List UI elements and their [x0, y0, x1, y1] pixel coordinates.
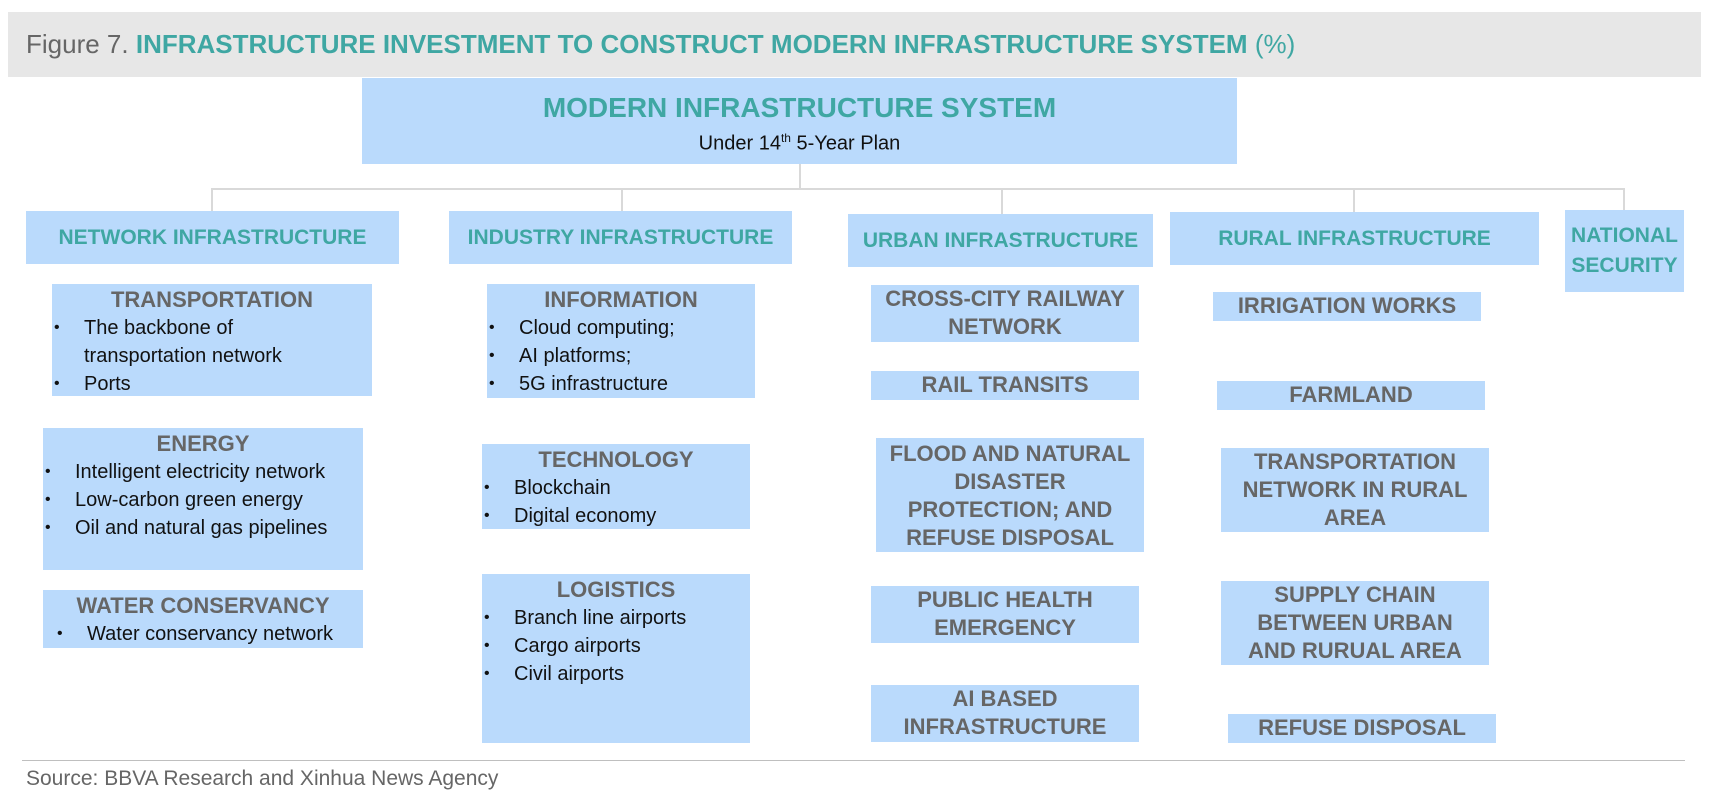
network-transportation-box — [52, 284, 372, 396]
root-subtitle-prefix: Under 14 — [698, 132, 781, 155]
energy-bullets — [43, 458, 363, 542]
figure-title — [26, 27, 1295, 61]
figure-label: Figure 7. — [26, 29, 129, 59]
rural-farmland: FARMLAND — [1217, 381, 1485, 410]
category-industry: INDUSTRY INFRASTRUCTURE — [449, 211, 792, 264]
root-subtitle-suffix: 5-Year Plan — [790, 132, 901, 155]
root-node — [362, 78, 1237, 164]
industry-logistics-box — [482, 574, 750, 743]
rural-supply-chain: SUPPLY CHAIN BETWEEN URBAN AND RURUAL AREA — [1221, 581, 1489, 665]
urban-public-health: PUBLIC HEALTH EMERGENCY — [871, 586, 1139, 643]
bullet-item: • Water conservancy network — [43, 620, 363, 648]
industry-technology-box — [482, 444, 750, 529]
network-water-box — [43, 590, 363, 648]
urban-ai-infrastructure: AI BASED INFRASTRUCTURE — [871, 685, 1139, 742]
figure-unit: (%) — [1254, 29, 1296, 59]
bullet-item: • Cargo airports — [482, 632, 750, 660]
root-subtitle — [362, 126, 1237, 156]
bullet-item: • Intelligent electricity network — [43, 458, 363, 486]
rural-irrigation-works: IRRIGATION WORKS — [1213, 292, 1481, 321]
bullet-item: • Blockchain — [482, 474, 750, 502]
industry-information-box — [487, 284, 755, 398]
bullet-item: • Oil and natural gas pipelines — [43, 514, 363, 542]
transportation-title: TRANSPORTATION — [110, 287, 314, 312]
information-bullets — [487, 314, 755, 398]
category-rural: RURAL INFRASTRUCTURE — [1170, 212, 1539, 265]
bullet-item: • Low-carbon green energy — [43, 486, 363, 514]
bullet-item: • The backbone of transportation network — [52, 314, 334, 370]
energy-title: ENERGY — [156, 431, 250, 456]
technology-title: TECHNOLOGY — [538, 447, 694, 472]
urban-rail-transits: RAIL TRANSITS — [871, 371, 1139, 400]
bullet-item: • AI platforms; — [487, 342, 755, 370]
category-network: NETWORK INFRASTRUCTURE — [26, 211, 399, 264]
urban-cross-city-railway: CROSS-CITY RAILWAY NETWORK — [871, 285, 1139, 342]
water-bullets — [43, 620, 363, 648]
footer-divider — [22, 760, 1685, 761]
bullet-item: • Branch line airports — [482, 604, 750, 632]
category-urban: URBAN INFRASTRUCTURE — [848, 214, 1153, 267]
information-title: INFORMATION — [544, 287, 698, 312]
category-security: NATIONAL SECURITY — [1565, 210, 1684, 292]
connector-security — [1623, 188, 1625, 210]
connector-rural — [1353, 188, 1355, 212]
connector-horizontal — [211, 188, 1625, 190]
source-note: Source: BBVA Research and Xinhua News Agency — [26, 767, 499, 790]
logistics-title: LOGISTICS — [556, 577, 676, 602]
logistics-bullets — [482, 604, 750, 688]
rural-refuse-disposal: REFUSE DISPOSAL — [1228, 714, 1496, 743]
water-title: WATER CONSERVANCY — [76, 593, 330, 618]
urban-flood-protection: FLOOD AND NATURAL DISASTER PROTECTION; AND REFUSE DISPOSAL — [876, 438, 1144, 552]
bullet-item: • Cloud computing; — [487, 314, 755, 342]
bullet-item: • 5G infrastructure — [487, 370, 755, 398]
root-title: MODERN INFRASTRUCTURE SYSTEM — [542, 92, 1057, 123]
transportation-bullets — [52, 314, 372, 398]
connector-root-stem — [799, 164, 801, 190]
bullet-item: • Digital economy — [482, 502, 750, 530]
connector-industry — [621, 188, 623, 211]
root-subtitle-sup: th — [780, 131, 791, 145]
technology-bullets — [482, 474, 750, 530]
connector-urban — [1001, 188, 1003, 214]
bullet-item: • Civil airports — [482, 660, 750, 688]
figure-heading: INFRASTRUCTURE INVESTMENT TO CONSTRUCT MODERN INFRASTRUCTURE SYSTEM — [135, 29, 1248, 59]
bullet-item: • Ports — [52, 370, 372, 398]
connector-network — [211, 188, 213, 211]
network-energy-box — [43, 428, 363, 570]
rural-transportation-network: TRANSPORTATION NETWORK IN RURAL AREA — [1221, 448, 1489, 532]
